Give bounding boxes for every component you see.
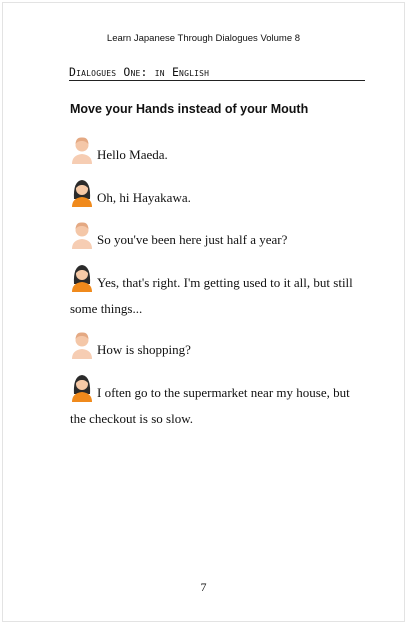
female-avatar-icon — [70, 177, 94, 207]
dialogue-line-text: I often go to the supermarket near my house, but the checkout is so slow. — [70, 385, 350, 426]
dialogue-line — [70, 134, 362, 168]
dialogue-line-text: Hello Maeda. — [97, 147, 168, 162]
running-header: Learn Japanese Through Dialogues Volume 8 — [106, 33, 301, 44]
dialogue-line-text: How is shopping? — [97, 342, 191, 357]
male-avatar-icon — [70, 219, 94, 249]
dialogue-line — [70, 329, 362, 363]
dialogue-line-text: Yes, that's right. I'm getting used to it all, but still some things... — [70, 275, 353, 316]
section-heading — [69, 65, 365, 81]
male-avatar-icon — [70, 134, 94, 164]
dialogue-line — [70, 372, 362, 432]
female-avatar-icon — [70, 372, 94, 402]
dialogue-line — [70, 219, 362, 253]
dialogue-line — [70, 262, 362, 322]
section-heading-text: Dialogues One: in English — [69, 65, 210, 79]
page-number: 7 — [200, 580, 207, 594]
dialogue-line-text: So you've been here just half a year? — [97, 232, 288, 247]
female-avatar-icon — [70, 262, 94, 292]
dialogue-line — [70, 177, 362, 211]
dialogue-title: Move your Hands instead of your Mouth — [70, 102, 309, 116]
male-avatar-icon — [70, 329, 94, 359]
book-page — [2, 2, 405, 622]
dialogue-line-text: Oh, hi Hayakawa. — [97, 190, 191, 205]
